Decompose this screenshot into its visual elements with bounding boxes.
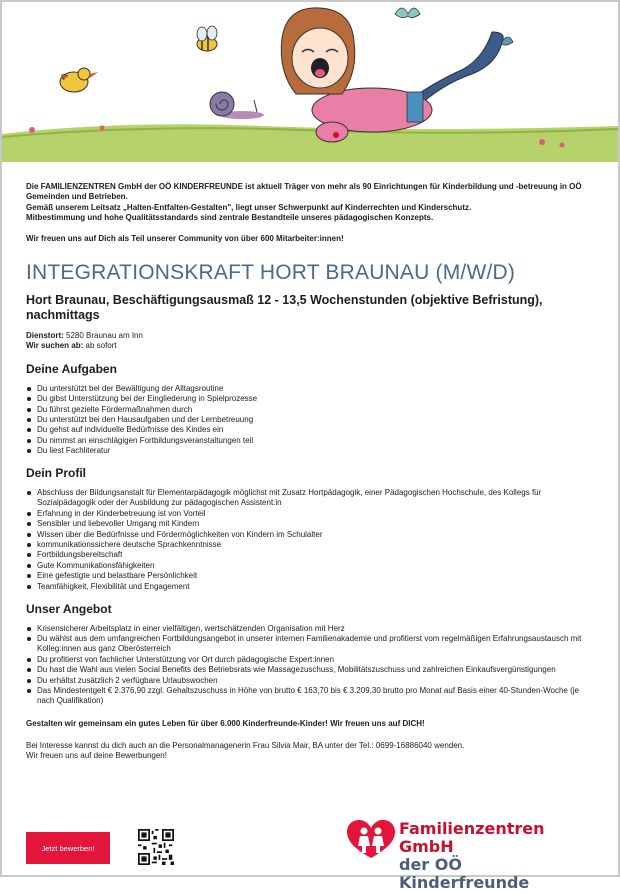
list-item: Du unterstützt bei den Hausaufgaben und der Lernbetreuung <box>26 415 598 425</box>
logo-line-1: Familienzentren GmbH <box>399 819 545 856</box>
snail-icon <box>210 92 264 119</box>
contact-line: Bei Interesse kannst du dich auch an die Personalmanagenerin Frau Silvia Mair, BA unter der Tel.: 0699-16886040 wenden. <box>26 741 465 751</box>
start-label: Wir suchen ab: <box>26 341 84 351</box>
offer-list <box>26 624 598 707</box>
list-item: Eine gefestigte und belastbare Persönlichkeit <box>26 571 598 581</box>
list-item: Du hast die Wahl aus vielen Social Benefits des Betriebsrats wie Massagezuschuss, Mobilitätszuschuss und zahlreichen Einkaufsvergünstigungen <box>26 665 598 675</box>
list-item: Abschluss der Bildungsanstalt für Elementarpädagogik möglichst mit Zusatz Hortpädagogik, einer Pädagogischen Hochschule, des Kollegs für Sozialpädagogik oder der Ausbildung zur pädagogischen Assistent:in <box>26 488 598 509</box>
list-item: Du unterstützt bei der Bewältigung der Alltagsroutine <box>26 384 598 394</box>
start-value: ab sofort <box>83 341 117 351</box>
list-item: Du liest Fachliteratur <box>26 446 598 456</box>
job-title: INTEGRATIONSKRAFT HORT BRAUNAU (M/W/D) <box>26 260 516 284</box>
community-text: Wir freuen uns auf Dich als Teil unserer Community von über 600 Mitarbeiter:innen! <box>26 233 344 243</box>
list-item: Sensibler und liebevoller Umgang mit Kindern <box>26 519 598 529</box>
bee-icon <box>197 26 217 51</box>
list-item: Du wählst aus dem umfangreichen Fortbildungsangebot in unserer internen Familienakademie und profitierst vom regelmäßigen Erfahrungsaustausch mit Kolleg:innen aus ganz Oberösterreich <box>26 634 598 655</box>
qr-code-icon[interactable] <box>138 829 174 865</box>
list-item: Du gibst Unterstützung bei der Eingliederung in Spielprozesse <box>26 394 598 404</box>
main-content <box>26 182 598 762</box>
company-logo <box>347 818 597 892</box>
job-subtitle: Hort Braunau, Beschäftigungsausmaß 12 - 13,5 Wochenstunden (objektive Befristung), nachmittags <box>26 293 543 322</box>
location-label: Dienstort: <box>26 330 64 340</box>
tasks-list <box>26 384 598 457</box>
list-item: Du nimmst an einschlägigen Fortbildungsveranstaltungen teil <box>26 436 598 446</box>
list-item: Fortbildungsbereitschaft <box>26 550 598 560</box>
hero-illustration <box>2 2 618 162</box>
list-item: Gute Kommunikationsfähigkeiten <box>26 561 598 571</box>
intro-text: Die FAMILIENZENTREN GmbH der OÖ KINDERFREUNDE ist aktuell Träger von mehr als 90 Einrichtungen für Kinderbildung und -betreuung in OÖ Gemeinden und Betrieben. <box>26 182 582 202</box>
job-meta <box>26 331 598 353</box>
list-item: Krisensicherer Arbeitsplatz in einer vielfältigen, wertschätzenden Organisation mit Herz <box>26 624 598 634</box>
location-row <box>26 331 598 342</box>
contact-text <box>26 741 598 762</box>
intro-section <box>26 182 598 244</box>
footer <box>2 814 618 892</box>
list-item: Das Mindestentgelt € 2.376,90 zzgl. Gehaltszuschuss in Höhe von brutto € 163,70 bis € 3.209,30 brutto pro Monat auf Basis einer 40-Stunden-Woche (je nach Qualifikation) <box>26 686 598 707</box>
girl-illustration <box>281 8 503 142</box>
closing-text: Gestalten wir gemeinsam ein gutes Leben für über 6.000 Kinderfreunde-Kinder! Wir freuen uns auf DICH! <box>26 718 425 728</box>
list-item: Du führst gezielte Fördermaßnahmen durch <box>26 405 598 415</box>
location-value: 5280 Braunau am Inn <box>63 330 143 340</box>
profile-heading: Dein Profil <box>26 466 87 481</box>
list-item: kommunikationssichere deutsche Sprachkenntnisse <box>26 540 598 550</box>
start-row <box>26 341 598 352</box>
logo-line-2: der OÖ Kinderfreunde <box>399 854 530 892</box>
logo-text <box>399 820 597 892</box>
list-item: Du erhältst zusätzlich 2 verfügbare Urlaubswochen <box>26 676 598 686</box>
list-item: Du gehst auf individuelle Bedürfnisse des Kindes ein <box>26 425 598 435</box>
bird-icon <box>60 68 98 92</box>
profile-list <box>26 488 598 592</box>
list-item: Erfahrung in der Kinderbetreuung ist von Vorteil <box>26 509 598 519</box>
list-item: Teamfähigkeit, Flexibilität und Engagement <box>26 582 598 592</box>
tasks-heading: Deine Aufgaben <box>26 362 117 377</box>
children-logo-icon <box>347 820 395 860</box>
intro-text: Mitbestimmung und hohe Qualitätsstandards sind zentrale Bestandteile unseres pädagogischen Konzepts. <box>26 213 434 223</box>
offer-heading: Unser Angebot <box>26 601 112 616</box>
intro-text: Gemäß unserem Leitsatz „Halten-Entfalten-Gestalten", liegt unser Schwerpunkt auf Kinderrechten und Kinderschutz. <box>26 202 472 212</box>
apply-button[interactable]: Jetzt bewerben! <box>26 832 110 864</box>
contact-line: Wir freuen uns auf deine Bewerbungen! <box>26 751 167 761</box>
list-item: Du profitierst von fachlicher Unterstützung vor Ort durch pädagogische Expert:innen <box>26 655 598 665</box>
list-item: Wissen über die Bedürfnisse und Fördermöglichkeiten von Kindern im Schulalter <box>26 530 598 540</box>
